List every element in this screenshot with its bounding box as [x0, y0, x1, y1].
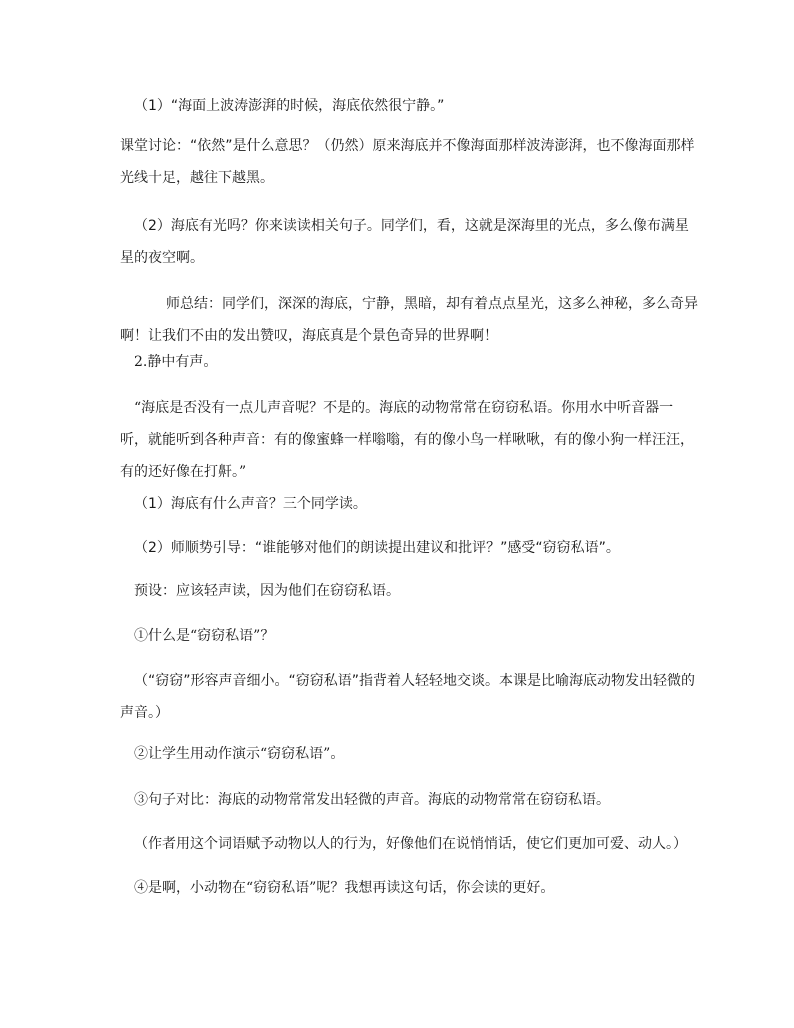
paragraph-8: 预设：应该轻声读，因为他们在窃窃私语。: [134, 583, 400, 599]
section-heading: 2.静中有声。: [134, 354, 218, 370]
paragraph-5: “海底是否没有一点儿声音呢？不是的。海底的动物常常在窃窃私语。你用水中听音器一听，就能听到各种声音：有的像蜜蜂一样嗡嗡，有的像小鸟一样啾啾，有的像小狗一样汪汪，有的还好像在打鼾。”: [120, 400, 694, 480]
paragraph-14: ④是啊，小动物在“窃窃私语”呢？我想再读这句话，你会读的更好。: [134, 880, 555, 896]
paragraph-9: ①什么是“窃窃私语”？: [134, 628, 275, 644]
paragraph-4: 师总结：同学们，深深的海底，宁静，黑暗，却有着点点星光，这多么神秘，多么奇异啊！让我们不由的发出赞叹，海底真是个景色奇异的世界啊！: [120, 296, 698, 344]
paragraph-1: （1）“海面上波涛澎湃的时候，海底依然很宁静。”: [134, 98, 445, 114]
paragraph-12: ③句子对比：海底的动物常常发出轻微的声音。海底的动物常常在窃窃私语。: [134, 792, 610, 808]
paragraph-6: （1）海底有什么声音？三个同学读。: [134, 496, 367, 512]
paragraph-11: ②让学生用动作演示“窃窃私语”。: [134, 746, 345, 762]
paragraph-10: （“窃窃”形容声音细小。“窃窃私语”指背着人轻轻地交谈。本课是比喻海底动物发出轻微的声音。）: [120, 673, 696, 721]
paragraph-13: （作者用这个词语赋予动物以人的行为，好像他们在说悄悄话，使它们更加可爱、动人。）: [134, 836, 687, 852]
paragraph-2: 课堂讨论：“依然”是什么意思？（仍然）原来海底并不像海面那样波涛澎湃，也不像海面那样光线十足，越往下越黑。: [120, 138, 695, 186]
paragraph-3: （2）海底有光吗？你来读读相关句子。同学们，看，这就是深海里的光点，多么像布满星星的夜空啊。: [120, 218, 689, 266]
paragraph-7: （2）师顺势引导：“谁能够对他们的朗读提出建议和批评？”感受“窃窃私语”。: [134, 540, 620, 556]
